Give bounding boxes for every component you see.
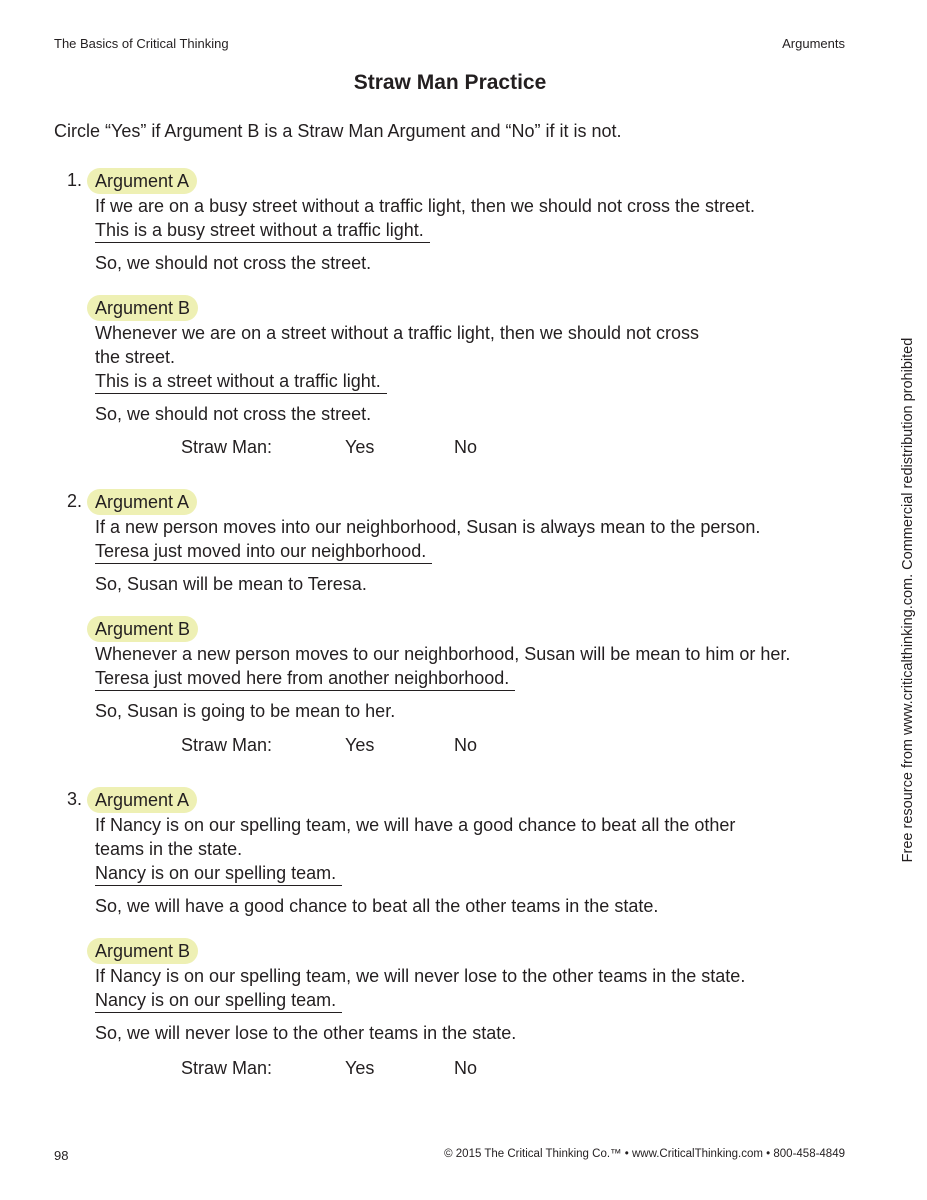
argument-label: Argument A [87,168,197,194]
conclusion: So, Susan will be mean to Teresa. [95,574,367,594]
premise-2: Teresa just moved into our neighborhood. [95,539,432,564]
question-number: 2. [67,491,83,511]
straw-man-label: Straw Man: [181,1058,273,1078]
page-number: 98 [54,1148,69,1163]
argument-b [95,938,854,1045]
premise-1: Whenever a new person moves to our neighborhood, Susan will be mean to him or her. [95,644,791,664]
argument-label: Argument B [87,295,198,321]
argument-label: Argument B [87,616,198,642]
premise-1: If Nancy is on our spelling team, we will have a good chance to beat all the other [95,815,736,835]
premise-1: Whenever we are on a street without a traffic light, then we should not cross [95,323,699,343]
premise-2: Teresa just moved here from another neighborhood. [95,666,515,691]
straw-man-label: Straw Man: [181,437,273,457]
question-3 [54,787,854,1078]
straw-man-label: Straw Man: [181,735,273,755]
no-option[interactable]: No [454,1058,478,1078]
premise-2: This is a street without a traffic light. [95,369,387,394]
premise-1: If we are on a busy street without a traffic light, then we should not cross the street. [95,196,756,216]
question-2 [54,489,854,755]
argument-a [95,489,854,596]
argument-label: Argument B [87,938,198,964]
question-1 [54,168,854,457]
no-option[interactable]: No [454,735,478,755]
redistribution-notice: Free resource from www.criticalthinking.com. Commercial redistribution prohibited [900,337,916,863]
question-number: 1. [67,170,83,190]
premise-2: Nancy is on our spelling team. [95,988,342,1013]
running-header-right: Arguments [782,36,845,51]
premise-1-continued: the street. [95,347,176,367]
yes-option[interactable]: Yes [345,1058,375,1078]
argument-a [95,787,854,918]
conclusion: So, we will have a good chance to beat all the other teams in the state. [95,896,659,916]
premise-2: Nancy is on our spelling team. [95,861,342,886]
argument-b [95,295,854,426]
copyright-footer: © 2015 The Critical Thinking Co.™ • www.CriticalThinking.com • 800-458-4849 [444,1148,845,1160]
argument-label: Argument A [87,787,197,813]
premise-2: This is a busy street without a traffic light. [95,218,430,243]
yes-option[interactable]: Yes [345,735,375,755]
conclusion: So, we should not cross the street. [95,253,372,273]
premise-1: If a new person moves into our neighborhood, Susan is always mean to the person. [95,517,761,537]
premise-1-continued: teams in the state. [95,839,243,859]
yes-option[interactable]: Yes [345,437,375,457]
instructions: Circle “Yes” if Argument B is a Straw Man Argument and “No” if it is not. [54,121,622,141]
argument-a [95,168,854,275]
running-header-left: The Basics of Critical Thinking [54,36,229,51]
no-option[interactable]: No [454,437,478,457]
conclusion: So, Susan is going to be mean to her. [95,701,396,721]
conclusion: So, we will never lose to the other teams in the state. [95,1023,517,1043]
page-title: Straw Man Practice [353,71,547,94]
premise-1: If Nancy is on our spelling team, we will never lose to the other teams in the state. [95,966,746,986]
argument-label: Argument A [87,489,197,515]
question-number: 3. [67,789,83,809]
conclusion: So, we should not cross the street. [95,404,372,424]
argument-b [95,616,854,723]
